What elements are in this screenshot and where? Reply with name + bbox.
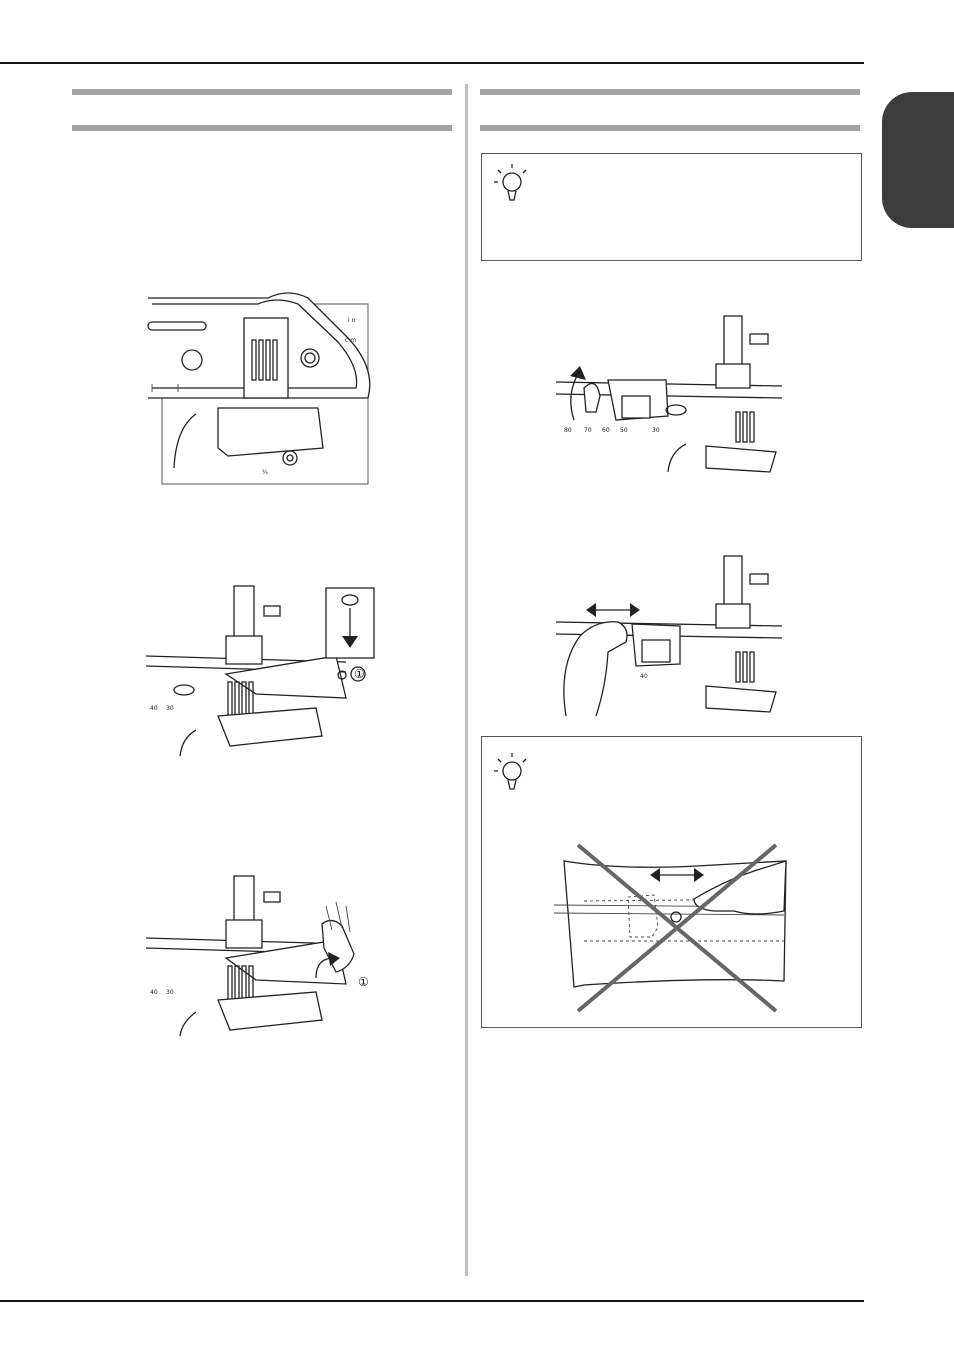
section-header-bar-bottom	[72, 125, 452, 131]
scale-mark-70: 70	[584, 427, 592, 434]
callout-1: ①	[354, 667, 365, 681]
callout-1-b: ①	[358, 975, 369, 989]
lightbulb-icon	[492, 751, 532, 795]
note-box-top	[481, 153, 862, 261]
scale-mark-30-b: 30	[166, 989, 174, 996]
figure-attach-screw	[146, 586, 376, 756]
section-header-bar-top	[72, 89, 452, 95]
scale-mark-40-c: 40	[640, 673, 648, 680]
scale-mark-30-c: 30	[652, 427, 660, 434]
chapter-tab[interactable]	[882, 92, 954, 228]
column-divider	[465, 84, 468, 1276]
section-header-bar-top-right	[480, 89, 860, 95]
bottom-rule	[0, 1300, 864, 1302]
figure-incorrect-fabric-move	[554, 841, 794, 1021]
figure-tighten-screw	[146, 876, 376, 1036]
figure-slide-attachment	[556, 556, 786, 720]
plate-mark-fraction: ¼	[262, 469, 268, 476]
top-rule	[0, 62, 864, 64]
lightbulb-icon	[492, 162, 532, 206]
note-box-bottom	[481, 736, 862, 1028]
scale-mark-80: 80	[564, 427, 572, 434]
figure-raise-lever	[556, 316, 786, 476]
scale-mark-50: 50	[620, 427, 628, 434]
scale-mark-40: 40	[150, 705, 158, 712]
scale-mark-60: 60	[602, 427, 610, 434]
section-header-bar-bottom-right	[480, 125, 860, 131]
plate-mark-in: i n	[348, 317, 356, 324]
scale-mark-30: 30	[166, 705, 174, 712]
plate-mark-cm: c m	[345, 337, 357, 344]
scale-mark-40-b: 40	[150, 989, 158, 996]
figure-needle-plate-attachment	[148, 288, 370, 486]
